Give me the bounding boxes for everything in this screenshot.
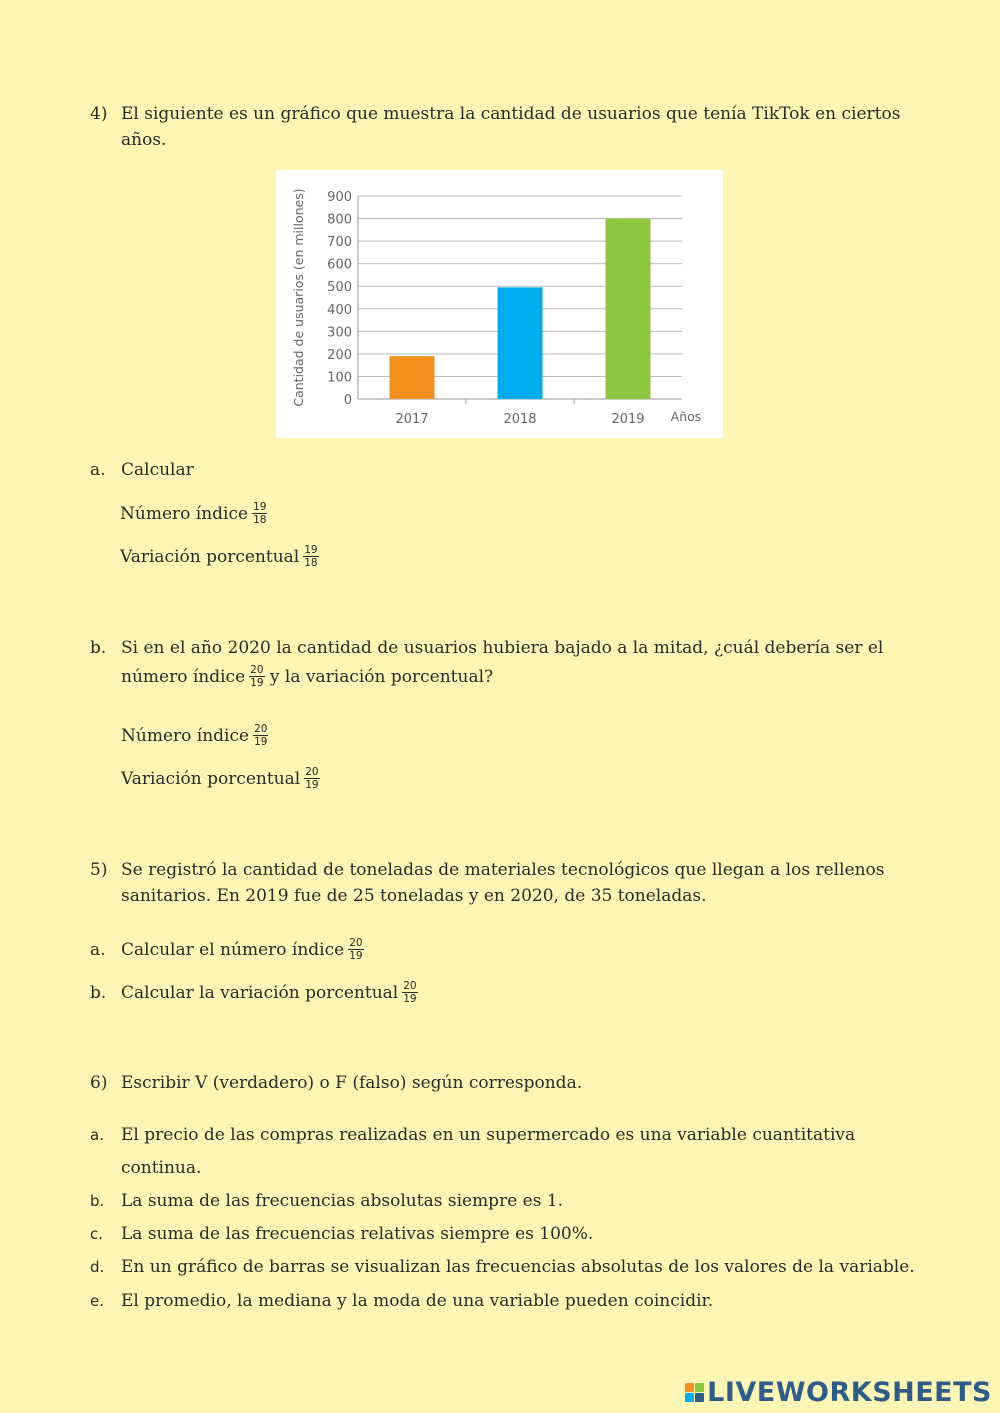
question-4b-line2-pre: número índice [121,667,246,687]
variacion-20-19-row [121,766,320,792]
question-6-title: Escribir V (verdadero) o F (falso) según corresponda. [121,1073,583,1093]
question-4a-letter: a. [90,460,106,480]
fraction-denominator: 18 [253,514,267,526]
y-tick-label: 400 [327,302,352,318]
question-5-line1: Se registró la cantidad de toneladas de materiales tecnológicos que llegan a los rellenos [121,860,885,880]
liveworksheets-logo-icon [685,1383,704,1402]
fraction-numerator: 19 [253,501,267,513]
logo-square [685,1393,694,1402]
q6-item-letter: a. [90,1126,104,1144]
y-axis-title: Cantidad de usuarios (en millones) [291,188,306,407]
q6-item-text: En un gráfico de barras se visualizan las frecuencias absolutas de los valores de la variable. [121,1257,915,1277]
y-tick-label: 600 [327,257,352,273]
q6-item-letter: d. [90,1258,105,1276]
bar [498,287,543,399]
bar [390,356,435,399]
fraction-20-19 [304,766,319,791]
question-4b-line2 [121,664,493,690]
fraction-20-19 [402,980,417,1005]
fraction-numerator: 20 [254,723,268,735]
fraction-20-19 [249,664,264,689]
q6-item-text: La suma de las frecuencias relativas siempre es 100%. [121,1224,594,1244]
x-tick-label: 2017 [395,412,429,427]
x-tick-label: 2019 [611,412,645,427]
fraction-denominator: 19 [349,950,363,962]
q6-item-text: La suma de las frecuencias absolutas siempre es 1. [121,1191,564,1211]
y-tick-label: 700 [327,235,352,251]
fraction-denominator: 18 [304,557,318,569]
fraction-denominator: 19 [403,993,417,1005]
q6-item-text-continued: continua. [121,1158,202,1178]
x-tick-label: 2018 [503,412,537,427]
bar [606,219,651,399]
y-tick-label: 300 [327,325,352,341]
question-4a-label: Calcular [121,460,194,480]
y-tick-label: 900 [327,190,352,205]
question-4-text-line2: años. [121,130,167,150]
question-5a-letter: a. [90,940,106,960]
question-5-number: 5) [90,860,108,880]
y-tick-label: 500 [327,280,352,296]
question-5a-text: Calcular el número índice [121,940,345,960]
x-axis-title: Años [670,409,702,424]
bar-chart [276,170,723,438]
y-tick-label: 0 [343,393,352,408]
fraction-19-18 [303,544,318,569]
tiktok-users-chart [276,170,723,438]
question-4-text-line1: El siguiente es un gráfico que muestra la cantidad de usuarios que tenía TikTok en ciertos [121,104,901,124]
fraction-denominator: 19 [254,736,268,748]
q6-item-text: El promedio, la mediana y la moda de una variable pueden coincidir. [121,1291,714,1311]
fraction-20-19 [253,723,268,748]
fraction-numerator: 19 [304,544,318,556]
y-tick-label: 200 [327,347,352,363]
indice-19-18-row [120,501,267,527]
fraction-denominator: 19 [250,677,264,689]
fraction-denominator: 19 [305,779,319,791]
question-4b-letter: b. [90,638,107,658]
logo-square [685,1383,694,1392]
variacion-label: Variación porcentual [120,547,300,567]
q6-item-letter: c. [90,1225,104,1243]
fraction-19-18 [252,501,267,526]
fraction-20-19 [348,937,363,962]
question-4b-line1: Si en el año 2020 la cantidad de usuarios hubiera bajado a la mitad, ¿cuál debería ser el [121,638,884,658]
liveworksheets-logo[interactable] [685,1377,992,1408]
q6-item-letter: b. [90,1192,105,1210]
liveworksheets-logo-text: LIVEWORKSHEETS [707,1377,992,1408]
question-5b-text: Calcular la variación porcentual [121,983,399,1003]
y-tick-label: 100 [327,370,352,386]
question-6-number: 6) [90,1073,108,1093]
fraction-numerator: 20 [403,980,417,992]
indice-label: Número índice [121,726,250,746]
variacion-label: Variación porcentual [121,769,301,789]
question-5b-letter: b. [90,983,107,1003]
variacion-19-18-row [120,544,319,570]
question-4b-line2-post: y la variación porcentual? [269,667,494,687]
indice-label: Número índice [120,504,249,524]
indice-20-19-row [121,723,268,749]
fraction-numerator: 20 [349,937,363,949]
q6-item-text: El precio de las compras realizadas en un supermercado es una variable cuantitativa [121,1125,856,1145]
logo-square [695,1383,704,1392]
q6-item-letter: e. [90,1292,104,1310]
logo-square [695,1393,704,1402]
question-5-line2: sanitarios. En 2019 fue de 25 toneladas y en 2020, de 35 toneladas. [121,886,707,906]
fraction-numerator: 20 [305,766,319,778]
question-5a-row [121,937,364,963]
fraction-numerator: 20 [250,664,264,676]
question-5b-row [121,980,418,1006]
chart-svg [276,170,723,438]
y-tick-label: 800 [327,212,352,228]
question-4-number: 4) [90,104,108,124]
